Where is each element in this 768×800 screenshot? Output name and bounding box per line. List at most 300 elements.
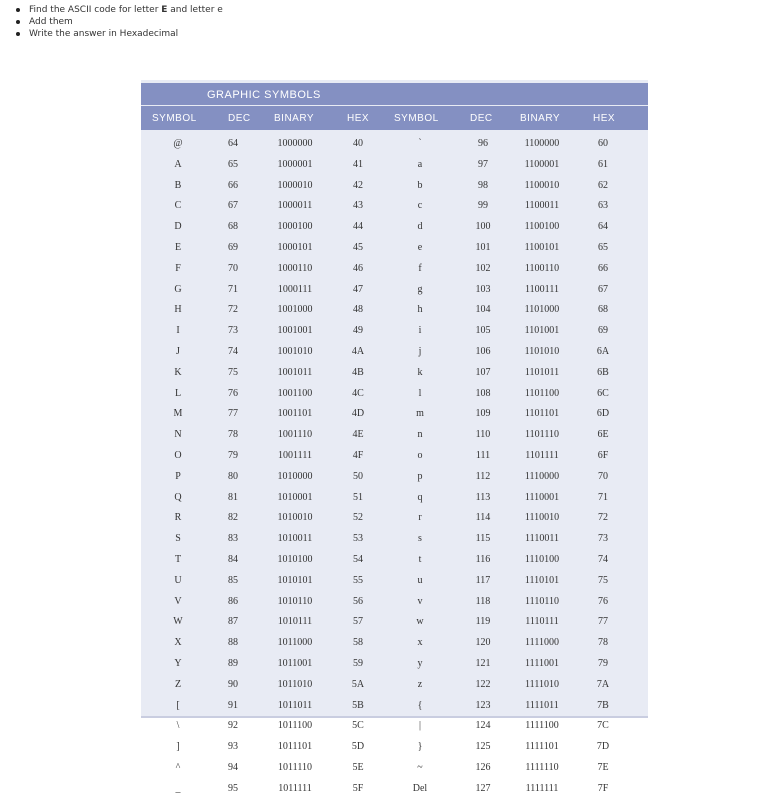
hex-cell: 7C [597,720,609,732]
dec-cell: 64 [228,138,238,149]
dec-cell: 106 [475,346,491,357]
hex-cell: 52 [353,512,363,524]
dec-cell: 68 [228,221,238,233]
header-dec: DEC [470,113,493,124]
instruction-text: and letter [167,5,218,15]
symbol-cell: @ [173,138,183,149]
binary-cell: 1010111 [277,616,313,628]
hex-cell: 58 [353,637,363,649]
table-row [141,384,648,405]
hex-cell: 4E [352,429,364,441]
hex-cell: 51 [353,491,363,503]
hex-cell: 57 [353,616,363,628]
dec-cell: 122 [475,678,491,690]
table-row [141,259,648,280]
symbol-cell: n [417,429,423,441]
symbol-cell: M [173,408,183,420]
table-row [141,696,648,717]
instruction-text: Find the ASCII code for letter [29,5,162,15]
symbol-cell: | [418,720,422,732]
dec-cell: 73 [228,325,238,337]
table-row [141,196,648,217]
binary-cell: 1111000 [525,637,559,649]
hex-cell: 4D [351,408,365,420]
binary-cell: 1010101 [277,574,313,586]
binary-cell: 1010010 [277,512,313,524]
hex-cell: 64 [598,221,608,233]
binary-cell: 1001000 [277,304,313,316]
symbol-cell: S [175,533,181,545]
binary-cell: 1110111 [525,616,559,628]
symbol-cell: T [174,554,182,565]
dec-cell: 92 [228,720,238,732]
binary-cell: 1011000 [277,637,313,649]
binary-cell: 1101001 [524,325,560,337]
binary-cell: 1110001 [524,491,560,503]
dec-cell: 93 [228,741,238,753]
hex-cell: 75 [598,574,608,586]
dec-cell: 125 [475,741,491,753]
instruction-item: Add them [14,16,223,28]
symbol-cell: W [173,616,183,628]
hex-cell: 7D [596,741,610,753]
binary-cell: 1011010 [277,678,313,690]
dec-cell: 76 [228,387,238,399]
symbol-cell: w [416,616,424,628]
dec-cell: 119 [475,616,491,628]
symbol-cell: } [417,741,423,753]
binary-cell: 1010110 [277,595,313,607]
symbol-cell: p [417,470,423,482]
symbol-cell: x [417,637,423,649]
binary-cell: 1100111 [525,283,559,295]
hex-cell: 70 [598,470,608,482]
symbol-cell: \ [176,720,180,732]
hex-cell: 6B [597,366,609,378]
hex-cell: 73 [598,533,608,545]
hex-cell: 5A [351,678,365,690]
header-binary: BINARY [274,113,315,124]
dec-cell: 67 [228,200,238,212]
binary-cell: 1010100 [277,554,313,565]
binary-cell: 1000010 [277,179,313,191]
table-row [141,176,648,197]
symbol-cell: i [418,325,422,337]
dec-cell: 75 [228,366,238,378]
binary-cell: 1001101 [277,408,313,420]
binary-cell: 1110100 [524,554,560,565]
dec-cell: 70 [228,262,238,274]
symbol-cell: j [418,346,422,357]
dec-cell: 77 [228,408,238,420]
binary-cell: 1010011 [277,533,313,545]
table-row [141,529,648,550]
symbol-cell: C [174,200,182,212]
symbol-cell: s [418,533,422,545]
symbol-cell: N [174,429,182,441]
binary-cell: 1111010 [525,678,559,690]
hex-cell: 50 [353,470,363,482]
table-row [141,467,648,488]
symbol-cell: g [417,283,423,295]
dec-cell: 127 [475,782,491,794]
binary-cell: 1001011 [277,366,313,378]
hex-cell: 43 [353,200,363,212]
binary-cell: 1000110 [277,262,313,274]
symbol-cell: o [417,450,423,461]
table-title-bar [141,83,648,105]
header-symbol: SYMBOL [152,113,197,124]
dec-cell: 98 [478,179,488,191]
dec-cell: 116 [475,554,491,565]
header-hex: HEX [593,113,616,124]
header-binary: BINARY [520,113,561,124]
hex-cell: 60 [598,138,608,149]
binary-cell: 1111101 [525,741,559,753]
symbol-cell: a [417,158,423,170]
dec-cell: 107 [475,366,491,378]
binary-cell: 1110010 [524,512,560,524]
hex-cell: 6E [597,429,609,441]
hex-cell: 78 [598,637,608,649]
binary-cell: 1100001 [524,158,560,170]
dec-cell: 114 [475,512,491,524]
binary-cell: 1001010 [277,346,313,357]
symbol-cell: V [174,595,182,607]
table-row [141,363,648,384]
hex-cell: 66 [598,262,608,274]
hex-cell: 49 [353,325,363,337]
dec-cell: 89 [228,658,238,669]
symbol-cell: c [417,200,423,212]
table-row [141,633,648,654]
binary-cell: 1000101 [277,242,313,253]
hex-cell: 5B [352,699,364,711]
hex-cell: 4B [352,366,364,378]
hex-cell: 7A [596,678,610,690]
hex-cell: 44 [353,221,363,233]
hex-cell: 61 [598,158,608,170]
table-row [141,342,648,363]
hex-cell: 71 [598,491,608,503]
hex-cell: 6C [597,387,609,399]
table-row [141,508,648,529]
hex-cell: 4A [351,346,365,357]
binary-cell: 1001100 [277,387,313,399]
binary-cell: 1111111 [525,782,559,794]
dec-cell: 65 [228,158,238,170]
hex-cell: 7F [597,782,609,794]
binary-cell: 1011110 [278,762,312,773]
binary-cell: 1000111 [277,283,313,295]
symbol-cell: { [417,699,423,711]
dec-cell: 84 [228,554,238,565]
dec-cell: 95 [228,782,238,794]
table-row [141,675,648,696]
binary-cell: 1011100 [277,720,313,732]
table-row [141,737,648,758]
dec-cell: 101 [475,242,491,253]
hex-cell: 77 [598,616,608,628]
instruction-item [14,4,223,16]
dec-cell: 121 [475,658,491,669]
instruction-letter: e [217,5,223,15]
dec-cell: 96 [478,138,488,149]
symbol-cell: Y [174,658,182,669]
dec-cell: 71 [228,283,238,295]
dec-cell: 113 [475,491,491,503]
binary-cell: 1011001 [277,658,313,669]
dec-cell: 109 [475,408,491,420]
hex-cell: 45 [353,242,363,253]
hex-cell: 48 [353,304,363,316]
hex-cell: 76 [598,595,608,607]
binary-cell: 1010000 [277,470,313,482]
symbol-cell: Q [174,491,182,503]
table-row [141,300,648,321]
dec-cell: 100 [475,221,491,233]
symbol-cell: K [174,366,182,378]
dec-cell: 82 [228,512,238,524]
hex-cell: 63 [598,200,608,212]
binary-cell: 1100100 [524,221,560,233]
hex-cell: 65 [598,242,608,253]
hex-cell: 68 [598,304,608,316]
binary-cell: 1110011 [525,533,559,545]
binary-cell: 1010001 [277,491,313,503]
table-row [141,758,648,779]
dec-cell: 94 [228,762,238,773]
symbol-cell: F [175,262,181,274]
ascii-table [141,80,648,794]
symbol-cell: t [418,554,422,565]
symbol-cell: m [416,408,424,420]
table-row [141,550,648,571]
binary-cell: 1111100 [525,720,559,732]
table-row [141,155,648,176]
symbol-cell: f [418,262,422,274]
table-row [141,217,648,238]
dec-cell: 99 [478,200,488,212]
dec-cell: 126 [475,762,491,773]
binary-cell: 1011011 [277,699,313,711]
symbol-cell: e [417,242,423,253]
binary-cell: 1100011 [524,200,560,212]
table-bottom-edge [141,716,648,718]
symbol-cell: z [417,678,423,690]
dec-cell: 74 [228,346,238,357]
binary-cell: 1001111 [278,450,312,461]
symbol-cell: Z [174,678,182,690]
binary-cell: 1000001 [277,158,313,170]
dec-cell: 105 [475,325,491,337]
header-symbol: SYMBOL [394,113,439,124]
binary-cell: 1011111 [278,782,312,794]
symbol-cell: d [417,221,423,233]
symbol-cell: k [417,366,423,378]
binary-cell: 1101110 [525,429,559,441]
binary-cell: 1101000 [524,304,560,316]
table-row [141,592,648,613]
dec-cell: 110 [475,429,491,441]
hex-cell: 55 [353,574,363,586]
dec-cell: 120 [475,637,491,649]
symbol-cell: Del [412,782,428,794]
hex-cell: 7E [597,762,609,773]
hex-cell: 69 [598,325,608,337]
symbol-cell: r [418,512,422,524]
hex-cell: 46 [353,262,363,274]
table-row [141,488,648,509]
hex-cell: 79 [598,658,608,669]
dec-cell: 81 [228,491,238,503]
binary-cell: 1111001 [525,658,559,669]
binary-cell: 1100000 [524,138,560,149]
binary-cell: 1101111 [525,450,559,461]
symbol-cell: l [418,387,422,399]
hex-cell: 67 [598,283,608,295]
dec-cell: 88 [228,637,238,649]
binary-cell: 1100010 [524,179,560,191]
hex-cell: 4F [352,450,364,461]
table-header-row [141,106,648,130]
dec-cell: 118 [475,595,491,607]
hex-cell: 47 [353,283,363,295]
hex-cell: 40 [353,138,363,149]
instruction-item: Write the answer in Hexadecimal [14,28,223,40]
dec-cell: 91 [228,699,238,711]
hex-cell: 72 [598,512,608,524]
hex-cell: 54 [353,554,363,565]
dec-cell: 115 [475,533,491,545]
symbol-cell: B [174,179,182,191]
binary-cell: 1101100 [524,387,560,399]
symbol-cell: y [417,658,423,669]
dec-cell: 86 [228,595,238,607]
binary-cell: 1000100 [277,221,313,233]
binary-cell: 1000011 [277,200,313,212]
symbol-cell: O [174,450,182,461]
symbol-cell: ~ [417,762,423,773]
symbol-cell: L [174,387,182,399]
symbol-cell: [ [176,699,180,711]
hex-cell: 5C [352,720,364,732]
dec-cell: 124 [475,720,491,732]
dec-cell: 78 [228,429,238,441]
dec-cell: 72 [228,304,238,316]
hex-cell: 6A [596,346,610,357]
binary-cell: 1110110 [525,595,559,607]
symbol-cell: v [417,595,423,607]
symbol-cell: b [417,179,423,191]
symbol-cell: ^ [175,762,181,773]
symbol-cell: U [174,574,182,586]
dec-cell: 80 [228,470,238,482]
hex-cell: 74 [598,554,608,565]
binary-cell: 1011101 [277,741,313,753]
table-row [141,571,648,592]
hex-cell: 41 [353,158,363,170]
header-hex: HEX [347,113,370,124]
table-row [141,404,648,425]
symbol-cell: _ [175,782,181,794]
symbol-cell: q [417,491,423,503]
hex-cell: 4C [352,387,364,399]
dec-cell: 66 [228,179,238,191]
table-title: GRAPHIC SYMBOLS [207,89,321,101]
binary-cell: 1110101 [524,574,560,586]
symbol-cell: u [417,574,423,586]
symbol-cell: G [174,283,182,295]
symbol-cell: ` [418,138,422,149]
symbol-cell: X [174,637,182,649]
binary-cell: 1110000 [524,470,560,482]
table-row [141,446,648,467]
hex-cell: 5E [352,762,364,773]
table-row [141,425,648,446]
symbol-cell: H [174,304,182,316]
dec-cell: 102 [475,262,491,274]
dec-cell: 69 [228,242,238,253]
hex-cell: 56 [353,595,363,607]
hex-cell: 59 [353,658,363,669]
dec-cell: 104 [475,304,491,316]
symbol-cell: A [174,158,182,170]
hex-cell: 7B [597,699,609,711]
dec-cell: 103 [475,283,491,295]
hex-cell: 6F [597,450,609,461]
binary-cell: 1111110 [525,762,559,773]
table-row [141,321,648,342]
dec-cell: 79 [228,450,238,461]
binary-cell: 1111011 [525,699,559,711]
binary-cell: 1100110 [524,262,560,274]
dec-cell: 90 [228,678,238,690]
hex-cell: 5D [351,741,365,753]
symbol-cell: P [175,470,181,482]
hex-cell: 6D [596,408,610,420]
binary-cell: 1101010 [524,346,560,357]
hex-cell: 42 [353,179,363,191]
hex-cell: 5F [352,782,364,794]
table-row [141,612,648,633]
symbol-cell: E [174,242,182,253]
table-row [141,654,648,675]
binary-cell: 1101011 [524,366,560,378]
hex-cell: 53 [353,533,363,545]
dec-cell: 85 [228,574,238,586]
binary-cell: 1100101 [524,242,560,253]
dec-cell: 112 [475,470,491,482]
dec-cell: 108 [475,387,491,399]
header-dec: DEC [228,113,251,124]
binary-cell: 1000000 [277,138,313,149]
table-row [141,238,648,259]
hex-cell: 62 [598,179,608,191]
symbol-cell: h [417,304,423,316]
symbol-cell: I [176,325,180,337]
binary-cell: 1001110 [277,429,313,441]
dec-cell: 97 [478,158,488,170]
binary-cell: 1001001 [277,325,313,337]
table-row [141,716,648,737]
symbol-cell: D [174,221,182,233]
dec-cell: 111 [475,450,491,461]
instruction-bold-letter: E [161,5,168,15]
symbol-cell: R [174,512,182,524]
dec-cell: 117 [475,574,491,586]
symbol-cell: J [176,346,180,357]
